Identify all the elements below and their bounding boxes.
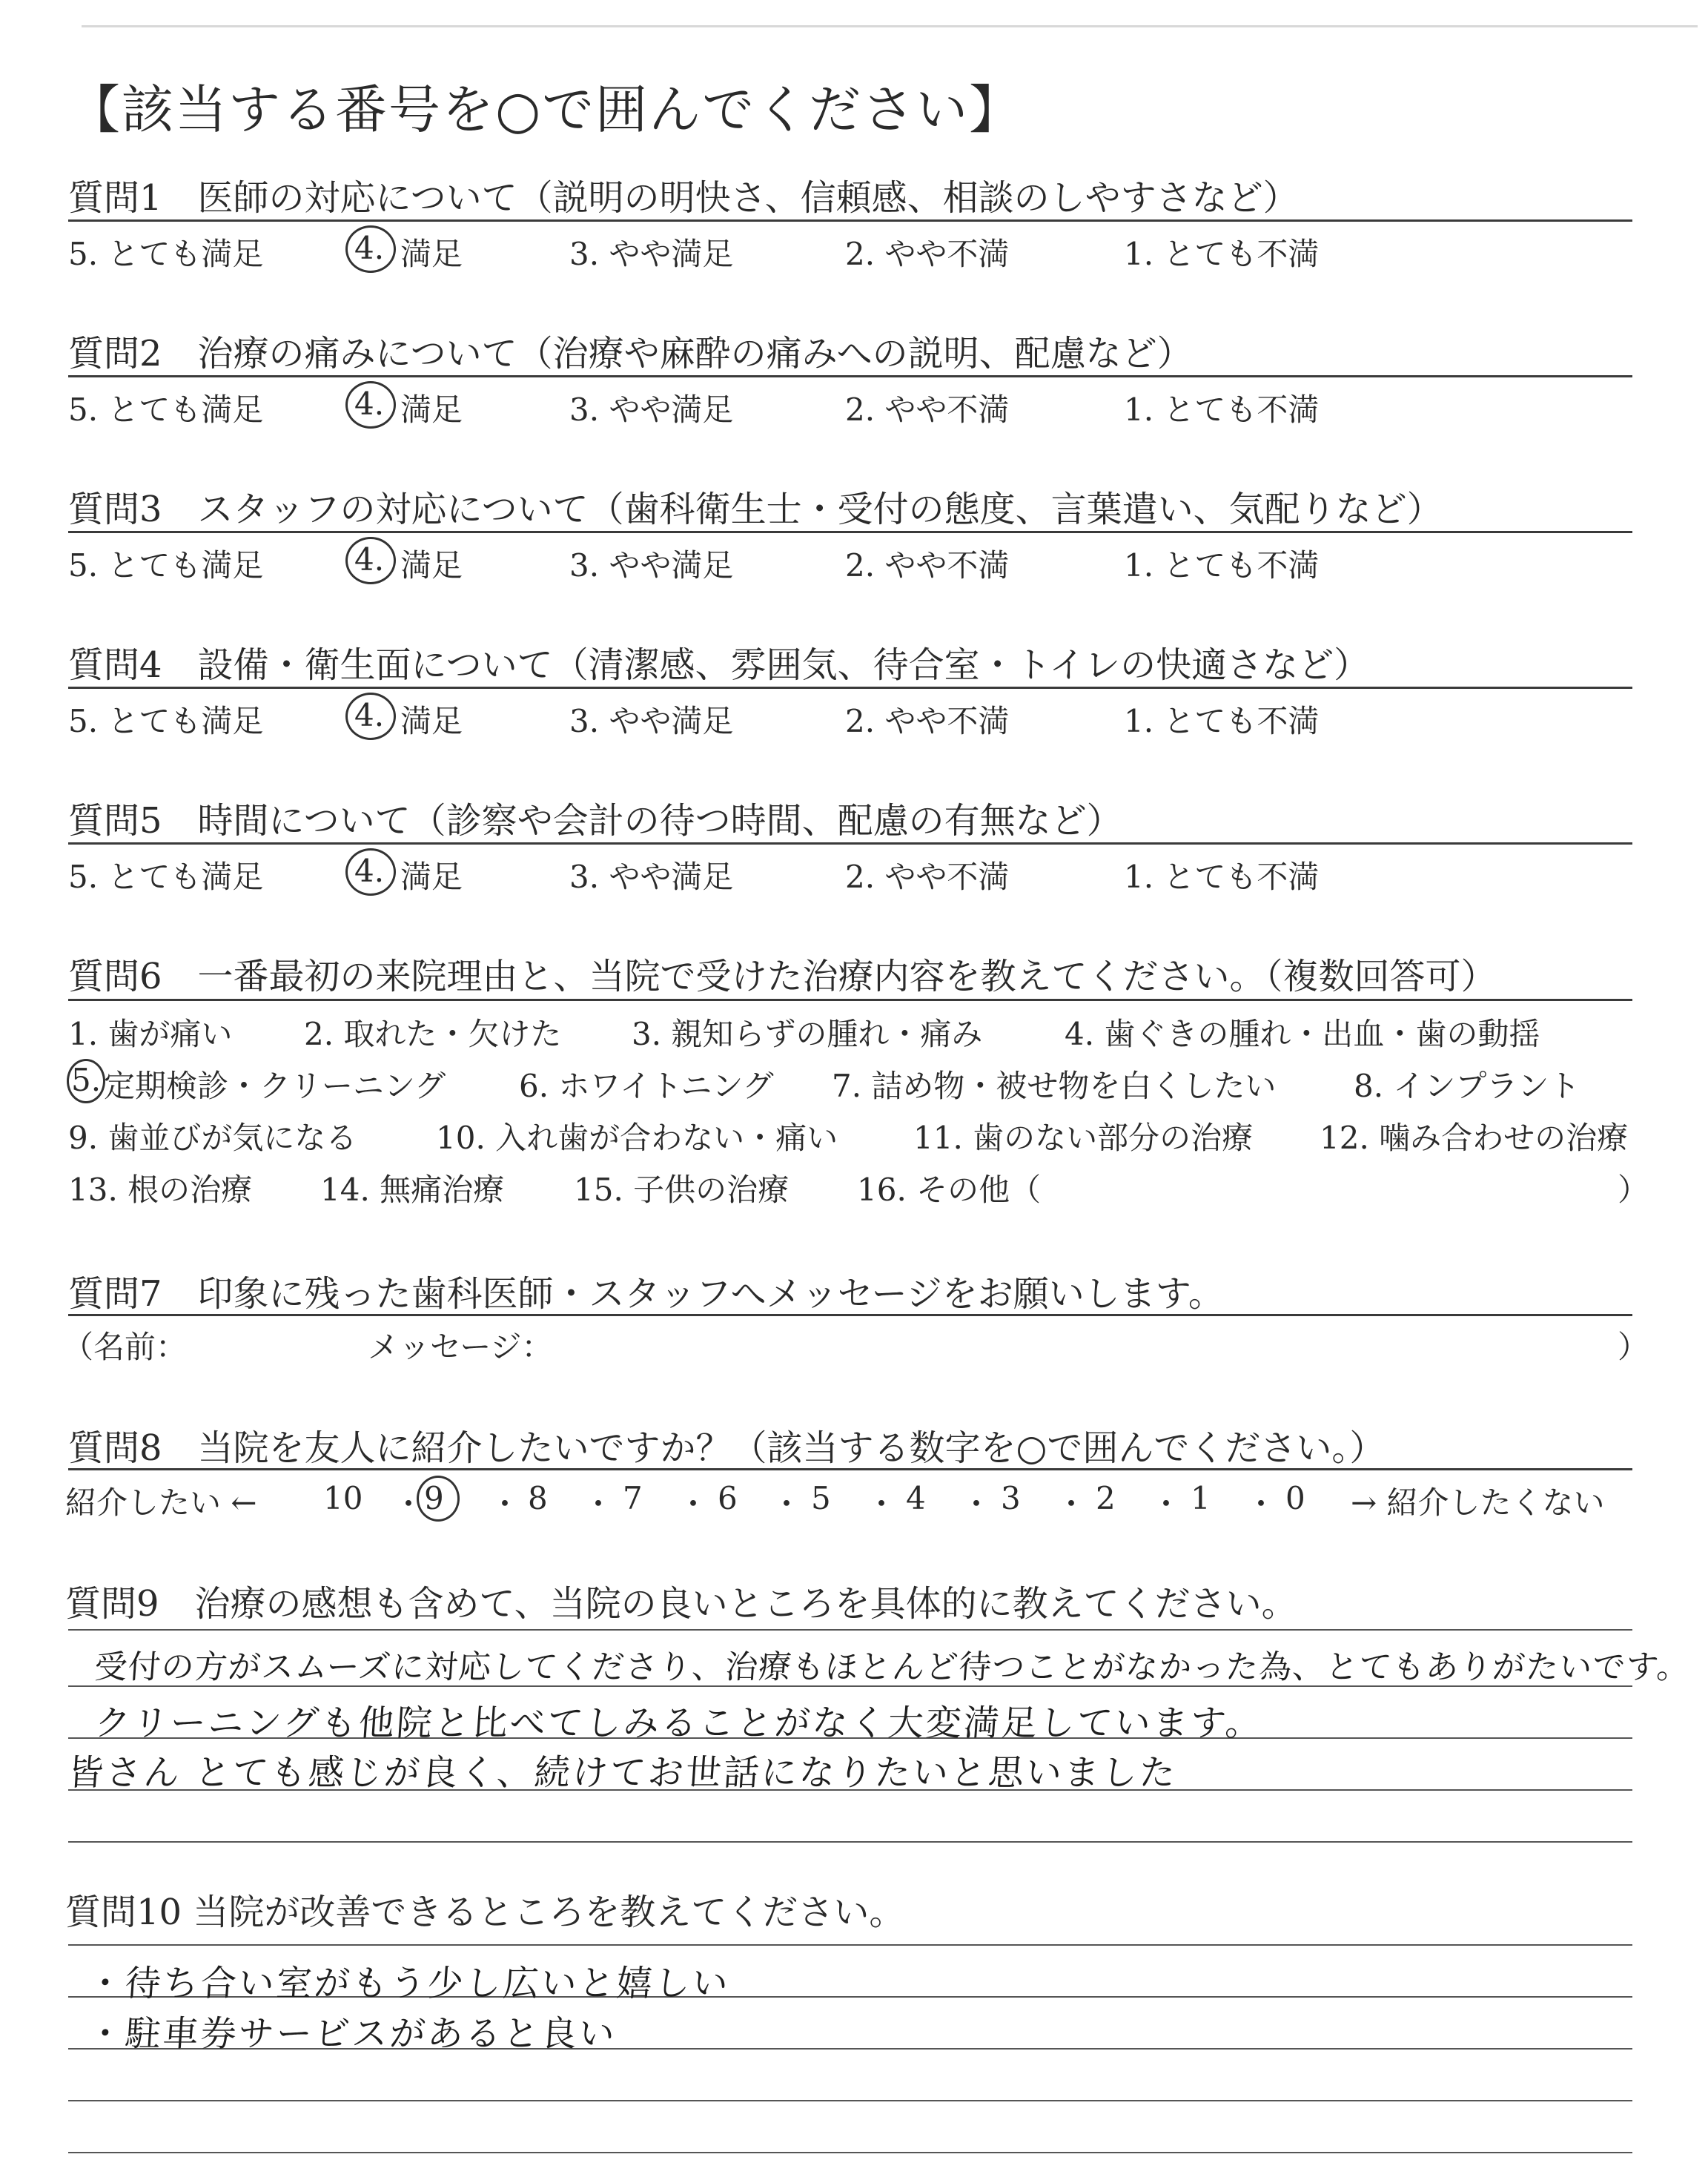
q6-option-8[interactable]: 8. インプラント	[1354, 1068, 1580, 1104]
question-4-rule	[68, 687, 1632, 689]
question-8-title: 質問8 当院を友人に紹介したいですか？（該当する数字を○で囲んでください。）	[68, 1427, 1386, 1469]
q9-line-0	[68, 1629, 1632, 1631]
q10-line-0	[68, 1944, 1632, 1946]
q10-line-3	[68, 2100, 1632, 2101]
question-4-rating-3[interactable]: 3. やや満足	[569, 703, 734, 739]
q6-option-7[interactable]: 7. 詰め物・被せ物を白くしたい	[832, 1068, 1277, 1104]
question-2-rule	[68, 375, 1632, 377]
q6-option-5-number[interactable]: 5.	[71, 1062, 102, 1098]
question-1-title: 質問1 医師の対応について（説明の明快さ、信頼感、相談のしやすさなど）	[68, 177, 1299, 219]
question-5-rating-5[interactable]: 5. とても満足	[68, 859, 264, 895]
q8-scale-separator: ・	[583, 1486, 615, 1522]
q8-scale-separator: ・	[393, 1486, 425, 1522]
question-2-rating-2[interactable]: 2. やや不満	[845, 392, 1010, 428]
q9-answer-line-1: 受付の方がスムーズに対応してくださり、治療もほとんど待つことがなかった為、とてもありがたいです。	[93, 1648, 1692, 1686]
q8-scale-separator: ・	[489, 1486, 521, 1522]
question-9-title: 質問9 治療の感想も含めて、当院の良いところを具体的に教えてください。	[65, 1583, 1297, 1625]
question-2-title: 質問2 治療の痛みについて（治療や麻酔の痛みへの説明、配慮など）	[68, 333, 1193, 374]
question-5-rating-3[interactable]: 3. やや満足	[569, 859, 734, 895]
question-1-rating-5[interactable]: 5. とても満足	[68, 236, 264, 272]
q6-option-13[interactable]: 13. 根の治療	[68, 1172, 253, 1208]
q8-scale-value[interactable]: 7	[623, 1480, 643, 1516]
question-1-rule	[68, 219, 1632, 222]
q6-option-10[interactable]: 10. 入れ歯が合わない・痛い	[436, 1120, 838, 1156]
q6-option-12[interactable]: 12. 噛み合わせの治療	[1320, 1120, 1629, 1156]
q6-option-16[interactable]: 16. その他（	[857, 1172, 1042, 1208]
q8-scale-separator: ・	[1245, 1486, 1277, 1522]
question-3-rating-5[interactable]: 5. とても満足	[68, 547, 264, 584]
question-8-rule	[68, 1468, 1632, 1470]
q8-left-label: 紹介したい ←	[65, 1484, 257, 1521]
q6-option-15[interactable]: 15. 子供の治療	[574, 1172, 790, 1208]
q8-scale-value[interactable]: 1	[1191, 1480, 1211, 1516]
question-2-rating-3[interactable]: 3. やや満足	[569, 392, 734, 428]
question-3-title: 質問3 スタッフの対応について（歯科衛生士・受付の態度、言葉遣い、気配りなど）	[68, 489, 1443, 530]
question-4-rating-4-number[interactable]: 4.	[354, 697, 385, 733]
q9-line-4	[68, 1841, 1632, 1843]
question-1-rating-1[interactable]: 1. とても不満	[1124, 236, 1320, 272]
question-4-rating-2[interactable]: 2. やや不満	[845, 703, 1010, 739]
q8-scale-separator: ・	[1056, 1486, 1088, 1522]
question-3-rating-4-label[interactable]: 満足	[400, 547, 463, 584]
q8-scale-separator: ・	[771, 1486, 803, 1522]
question-3-rating-3[interactable]: 3. やや満足	[569, 547, 734, 584]
q8-scale-value[interactable]: 9	[424, 1480, 444, 1516]
question-1-rating-4-label[interactable]: 満足	[400, 236, 463, 272]
question-3-rating-4-number[interactable]: 4.	[354, 541, 385, 578]
q6-option-1[interactable]: 1. 歯が痛い	[68, 1016, 233, 1052]
q8-scale-value[interactable]: 0	[1285, 1480, 1305, 1516]
question-7-rule	[68, 1314, 1632, 1316]
question-2-rating-4-label[interactable]: 満足	[400, 392, 463, 428]
q9-answer-line-2: クリーニングも他院と比べてしみることがなく大変満足しています。	[93, 1702, 1265, 1744]
question-1-rating-4-number[interactable]: 4.	[354, 230, 385, 266]
q8-scale-separator: ・	[1151, 1486, 1182, 1522]
q8-scale-value[interactable]: 6	[718, 1480, 738, 1516]
question-3-rule	[68, 531, 1632, 533]
question-4-rating-1[interactable]: 1. とても不満	[1124, 703, 1320, 739]
q6-option-2[interactable]: 2. 取れた・欠けた	[304, 1016, 562, 1052]
question-4-rating-4-label[interactable]: 満足	[400, 703, 463, 739]
q8-scale-separator: ・	[678, 1486, 709, 1522]
q8-scale-value[interactable]: 4	[906, 1480, 926, 1516]
q6-option-4[interactable]: 4. 歯ぐきの腫れ・出血・歯の動揺	[1065, 1016, 1540, 1052]
q8-selected-circle	[417, 1476, 460, 1522]
q10-line-4	[68, 2152, 1632, 2153]
top-border-line	[82, 25, 1698, 27]
q9-answer-line-3: 皆さん とても感じが良く、続けてお世話になりたいと思いました	[66, 1752, 1179, 1794]
page-header: 【該当する番号を○で囲んでください】	[68, 79, 1023, 140]
question-5-rule	[68, 842, 1632, 845]
q8-scale-separator: ・	[866, 1486, 898, 1522]
question-5-title: 質問5 時間について（診察や会計の待つ時間、配慮の有無など）	[68, 800, 1122, 842]
question-4-title: 質問4 設備・衛生面について（清潔感、雰囲気、待合室・トイレの快適さなど）	[68, 644, 1370, 686]
q8-scale-value[interactable]: 8	[528, 1480, 548, 1516]
question-3-rating-1[interactable]: 1. とても不満	[1124, 547, 1320, 584]
question-6-rule	[68, 999, 1632, 1001]
q7-name-label: （名前：	[62, 1329, 188, 1365]
question-2-rating-4-number[interactable]: 4.	[354, 386, 385, 422]
q10-answer-line-2: ・駐車券サービスがあると良い	[85, 2013, 618, 2055]
q7-message-label: メッセージ：	[368, 1329, 553, 1365]
q10-answer-line-1: ・待ち合い室がもう少し広いと嬉しい	[85, 1963, 732, 2004]
question-2-rating-5[interactable]: 5. とても満足	[68, 392, 264, 428]
question-10-title: 質問10 当院が改善できるところを教えてください。	[65, 1892, 905, 1933]
question-7-title: 質問7 印象に残った歯科医師・スタッフへメッセージをお願いします。	[68, 1273, 1224, 1315]
question-5-rating-4-label[interactable]: 満足	[400, 859, 463, 895]
question-5-rating-1[interactable]: 1. とても不満	[1124, 859, 1320, 895]
q6-option-6[interactable]: 6. ホワイトニング	[519, 1068, 774, 1104]
question-2-rating-1[interactable]: 1. とても不満	[1124, 392, 1320, 428]
question-3-rating-2[interactable]: 2. やや不満	[845, 547, 1010, 584]
q6-option-9[interactable]: 9. 歯並びが気になる	[68, 1120, 357, 1156]
q6-option-11[interactable]: 11. 歯のない部分の治療	[913, 1120, 1254, 1156]
question-1-rating-3[interactable]: 3. やや満足	[569, 236, 734, 272]
q8-right-label: → 紹介したくない	[1351, 1484, 1605, 1521]
q8-scale-value[interactable]: 5	[811, 1480, 831, 1516]
q8-scale-value[interactable]: 3	[1001, 1480, 1021, 1516]
q8-scale-value[interactable]: 10	[323, 1480, 363, 1516]
question-6-title: 質問6 一番最初の来院理由と、当院で受けた治療内容を教えてください。（複数回答可）	[68, 956, 1497, 997]
question-5-rating-2[interactable]: 2. やや不満	[845, 859, 1010, 895]
q6-option-14[interactable]: 14. 無痛治療	[320, 1172, 505, 1208]
q6-option-3[interactable]: 3. 親知らずの腫れ・痛み	[632, 1016, 983, 1052]
q7-close-paren: ）	[1618, 1329, 1649, 1365]
q6-option-16-close: ）	[1618, 1172, 1649, 1208]
question-4-rating-5[interactable]: 5. とても満足	[68, 703, 264, 739]
question-1-rating-2[interactable]: 2. やや不満	[845, 236, 1010, 272]
q8-scale-separator: ・	[961, 1486, 993, 1522]
q6-option-5-label[interactable]: 定期検診・クリーニング	[104, 1068, 446, 1104]
q8-scale-value[interactable]: 2	[1096, 1480, 1116, 1516]
question-5-rating-4-number[interactable]: 4.	[354, 853, 385, 889]
